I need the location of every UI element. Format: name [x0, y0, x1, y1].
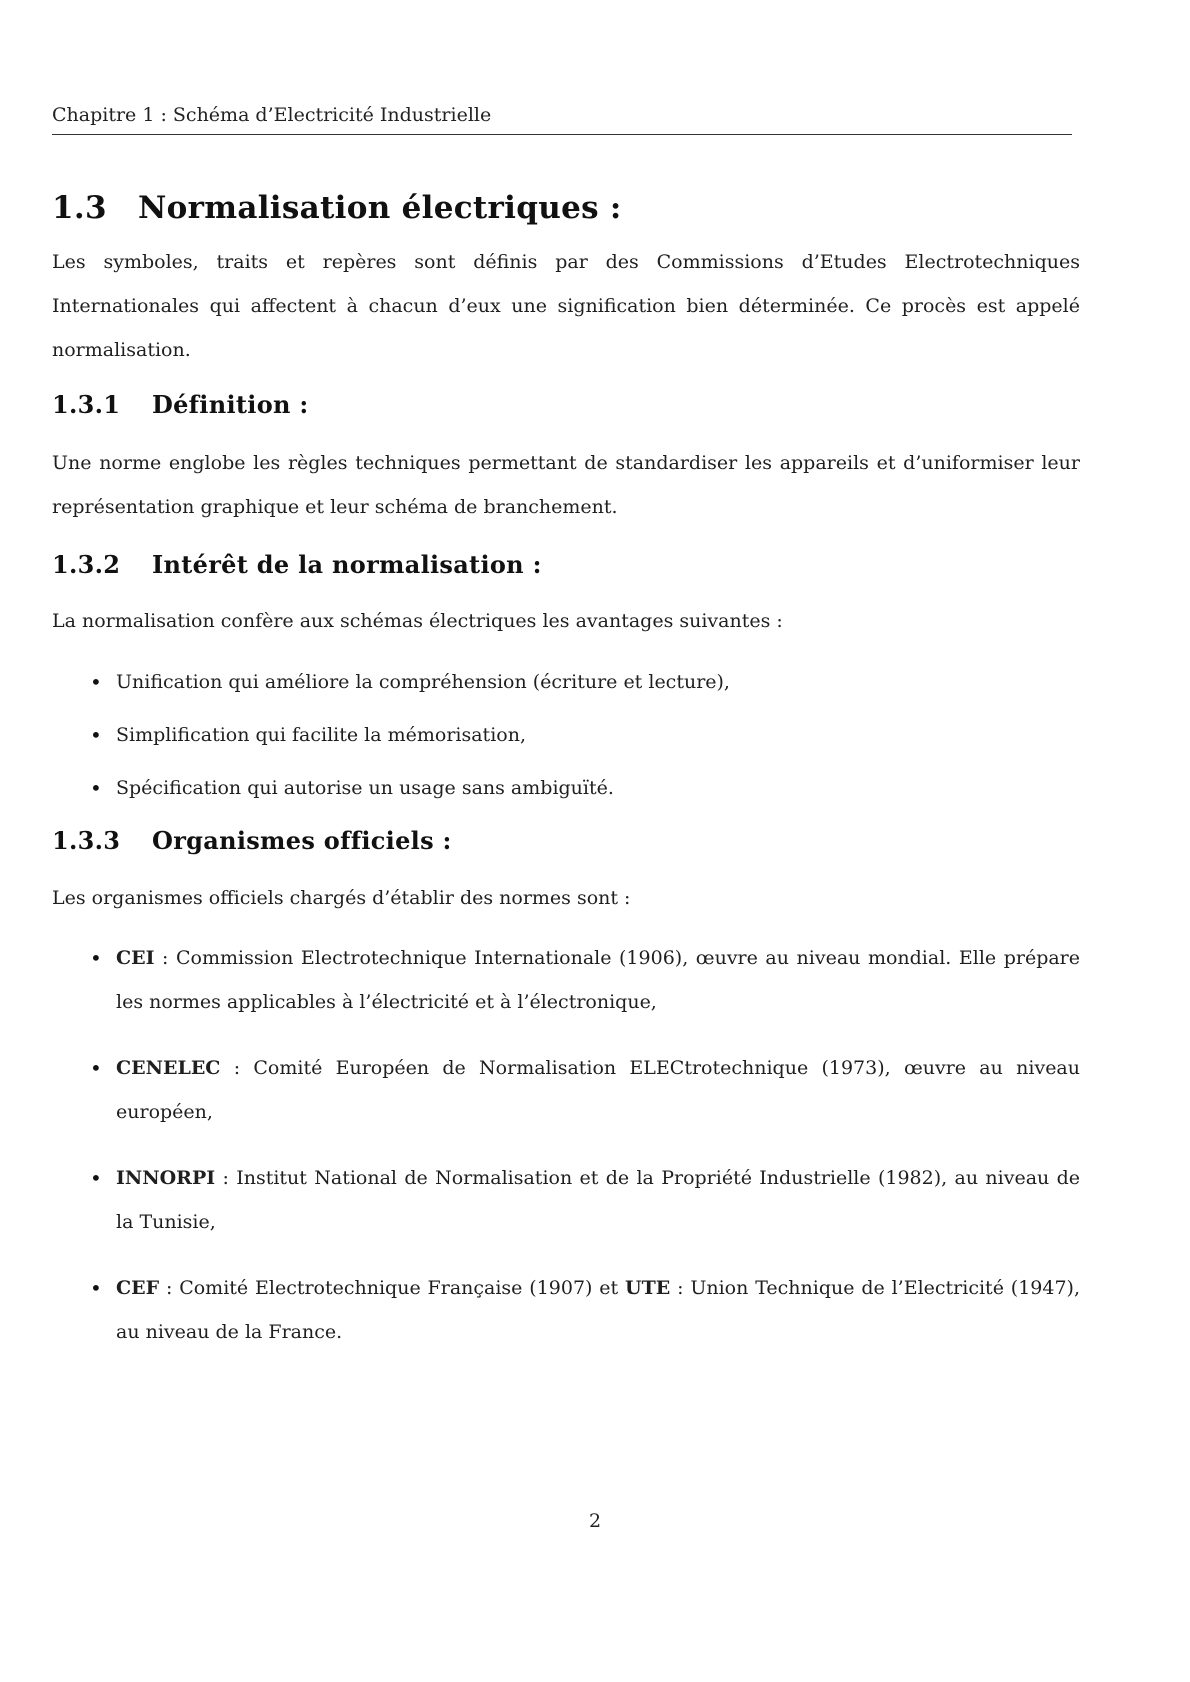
organismes-title: Organismes officiels :	[152, 826, 452, 855]
organism-acronym: CENELEC	[116, 1057, 221, 1079]
organism-acronym-secondary: UTE	[625, 1277, 671, 1299]
list-item	[90, 1046, 1080, 1134]
list-item	[90, 720, 1080, 773]
advantage-text: Spécification qui autorise un usage sans ambiguïté.	[116, 777, 614, 799]
advantage-text: Simplification qui facilite la mémorisation,	[116, 724, 526, 746]
organism-acronym: INNORPI	[116, 1167, 216, 1189]
organism-description: Institut National de Normalisation et de la Propriété Industrielle (1982), au niveau de la Tunisie,	[116, 1167, 1081, 1233]
organism-acronym: CEI	[116, 947, 155, 969]
organism-separator: :	[154, 947, 177, 969]
advantage-text: Unification qui améliore la compréhension (écriture et lecture),	[116, 671, 730, 693]
bullet-icon: •	[90, 1166, 102, 1190]
bullet-icon: •	[90, 723, 102, 747]
bullet-icon: •	[90, 1056, 102, 1080]
organismes-number: 1.3.3	[52, 826, 121, 855]
section-heading	[52, 190, 622, 226]
definition-title: Définition :	[152, 390, 309, 419]
definition-heading	[52, 390, 309, 419]
definition-number: 1.3.1	[52, 390, 121, 419]
interet-heading	[52, 550, 542, 579]
bullet-icon: •	[90, 1276, 102, 1300]
organism-description: Commission Electrotechnique Internationale (1906), œuvre au niveau mondial. Elle prépare les normes applicables à l’électricité et à l’électronique,	[116, 947, 1081, 1013]
list-item	[90, 1266, 1080, 1354]
section-intro: Les symboles, traits et repères sont définis par des Commissions d’Etudes Electrotechniques Internationales qui affectent à chacun d’eux une signification bien déterminée. Ce procès est appelé normalisation.	[52, 251, 1080, 361]
page-number: 2	[588, 1510, 602, 1532]
organism-description: Comité Electrotechnique Française (1907) et	[179, 1277, 626, 1299]
bullet-icon: •	[90, 946, 102, 970]
section-number: 1.3	[52, 190, 107, 226]
organism-separator: :	[159, 1277, 180, 1299]
organisms-list	[90, 936, 1080, 1376]
list-item	[90, 667, 1080, 720]
running-header: Chapitre 1 : Schéma d’Electricité Industrielle	[52, 104, 492, 126]
organism-separator: :	[670, 1277, 691, 1299]
list-item	[90, 773, 1080, 826]
definition-text: Une norme englobe les règles techniques permettant de standardiser les appareils et d’uniformiser leur représentation graphique et leur schéma de branchement.	[52, 452, 1080, 518]
organism-separator: :	[215, 1167, 237, 1189]
bullet-icon: •	[90, 776, 102, 800]
list-item	[90, 1156, 1080, 1244]
organism-acronym: CEF	[116, 1277, 160, 1299]
section-title: Normalisation électriques :	[138, 190, 622, 226]
organismes-heading	[52, 826, 452, 855]
interet-number: 1.3.2	[52, 550, 121, 579]
bullet-icon: •	[90, 670, 102, 694]
list-item	[90, 936, 1080, 1024]
interet-lead: La normalisation confère aux schémas électriques les avantages suivantes :	[52, 610, 783, 632]
interet-title: Intérêt de la normalisation :	[152, 550, 542, 579]
organismes-lead: Les organismes officiels chargés d’établir des normes sont :	[52, 887, 631, 909]
advantages-list	[90, 667, 1080, 826]
header-rule	[52, 134, 1072, 135]
organism-description-secondary: Union Technique de l’Electricité (1947), au niveau de la France.	[116, 1277, 1081, 1343]
organism-description: Comité Européen de Normalisation ELECtrotechnique (1973), œuvre au niveau européen,	[116, 1057, 1080, 1123]
organism-separator: :	[220, 1057, 254, 1079]
